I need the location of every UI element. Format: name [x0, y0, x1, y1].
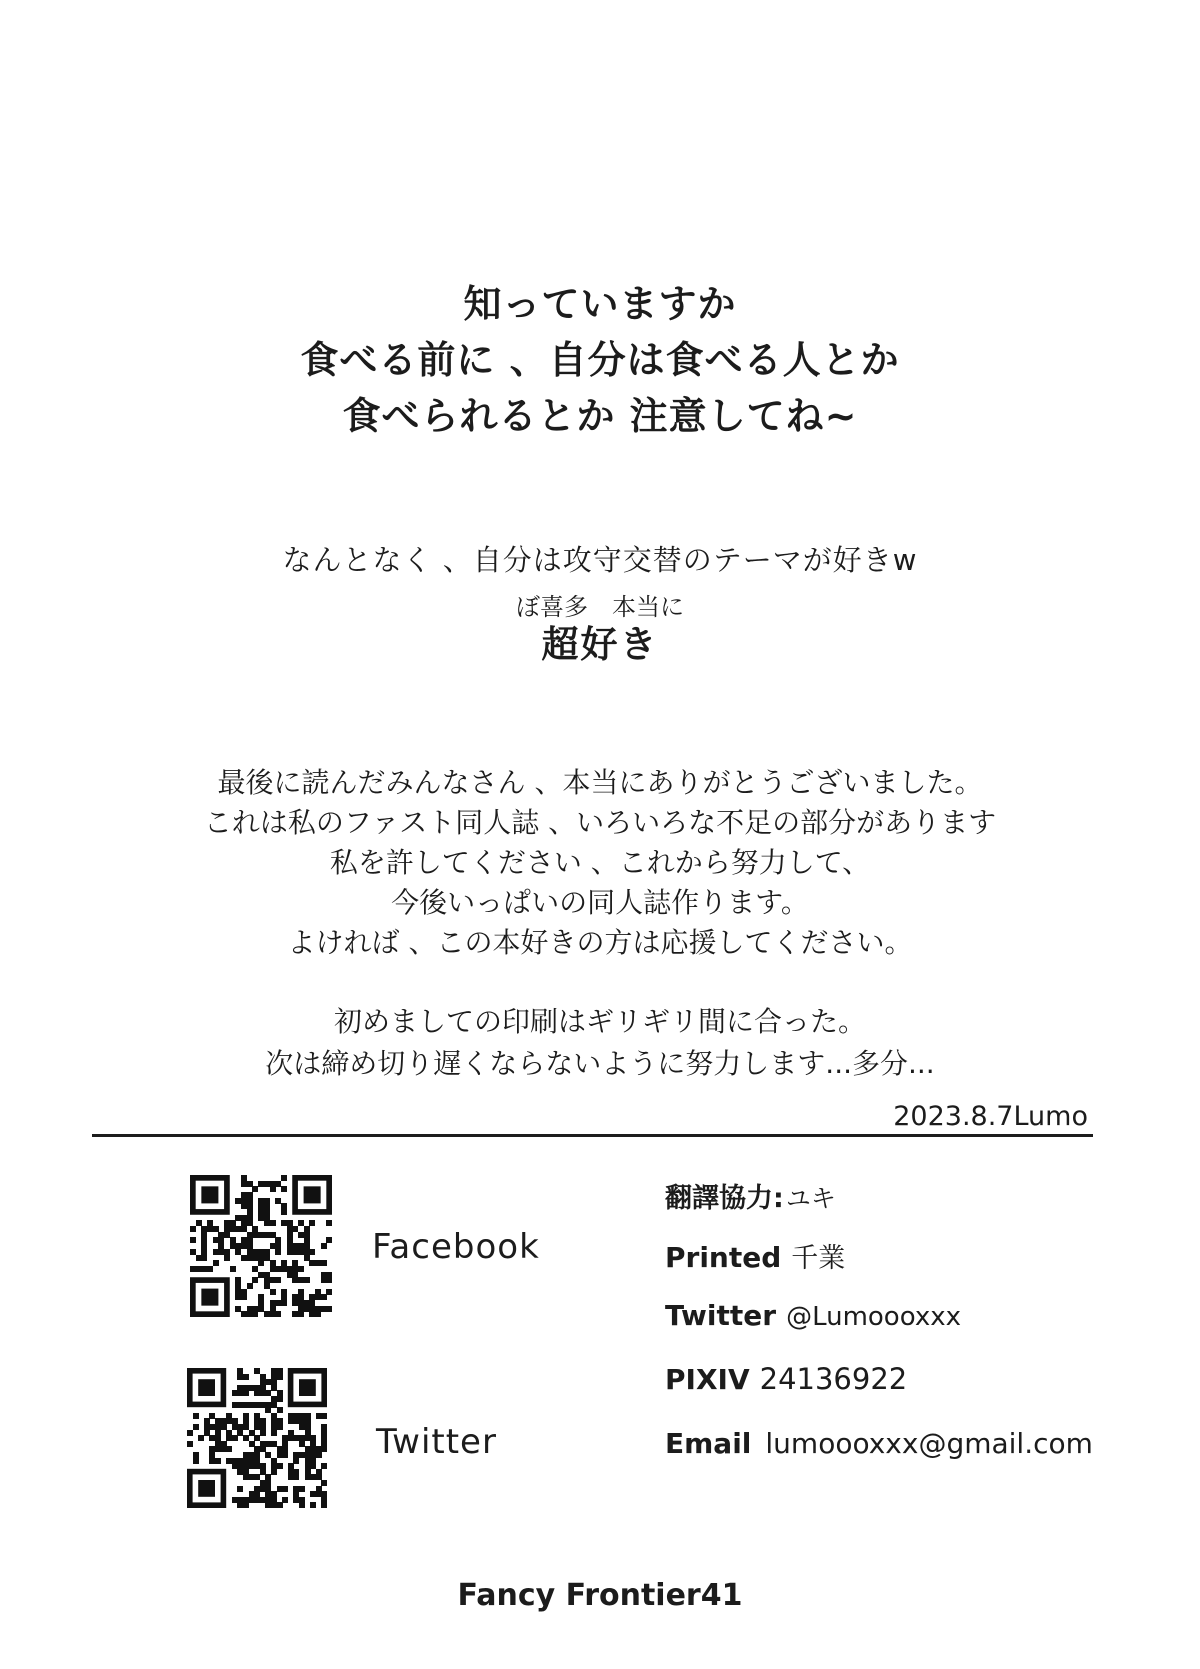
- headline-block: [0, 276, 1200, 444]
- twitter-qr-label: Twitter: [376, 1422, 497, 1462]
- event-name: Fancy Frontier41: [457, 1578, 743, 1613]
- afterword-line: 次は締め切り遅くならないように努力します...多分...: [265, 1047, 935, 1080]
- twitter-handle-value: @Lumoooxxx: [786, 1302, 961, 1332]
- headline-line-2: 食べる前に 、自分は食べる人とか: [300, 338, 900, 382]
- afterword-line: これは私のファスト同人誌 、いろいろな不足の部分があります: [203, 806, 997, 839]
- afterword-line: よければ 、この本好きの方は応援してください。: [287, 926, 913, 959]
- afterword-line: 私を許してください 、これから努力して、: [329, 846, 871, 879]
- headline-line-1: 知っていますか: [463, 282, 737, 326]
- facebook-qr-label: Facebook: [372, 1227, 540, 1267]
- twitter-handle-label: Twitter: [665, 1299, 777, 1332]
- pixiv-id-value: 24136922: [759, 1362, 908, 1396]
- emphasis-text: 超好き: [541, 623, 659, 666]
- contact-row-printed: [665, 1236, 845, 1275]
- afterword-paragraph-2: [0, 1001, 1200, 1085]
- author-comment-block: [0, 538, 1200, 622]
- email-value: lumoooxxx@gmail.com: [765, 1427, 1093, 1460]
- contact-row-email: [665, 1427, 1093, 1460]
- afterword-line: 最後に読んだみんなさん 、本当にありがとうございました。: [217, 766, 983, 799]
- date-signature: 2023.8.7Lumo: [893, 1101, 1088, 1132]
- headline-line-3: 食べられるとか 注意してね~: [342, 394, 858, 438]
- printed-value: 千業: [791, 1243, 846, 1274]
- facebook-qr-code: [190, 1175, 332, 1317]
- afterword-line: 今後いっぱいの同人誌作ります。: [391, 886, 809, 919]
- printed-label: Printed: [665, 1241, 782, 1274]
- author-comment-subline: ぼ喜多 本当に: [516, 593, 684, 621]
- twitter-qr-code: [187, 1368, 327, 1508]
- section-divider: [92, 1134, 1093, 1137]
- afterword-line: 初めましての印刷はギリギリ間に合った。: [333, 1005, 866, 1038]
- afterword-paragraph-1: [0, 763, 1200, 963]
- pixiv-id-label: PIXIV: [665, 1363, 750, 1396]
- translation-credit-value: ユキ: [785, 1184, 836, 1213]
- contact-row-twitter: [665, 1299, 961, 1332]
- translation-credit-label: 翻譯協力:: [665, 1183, 784, 1214]
- email-label: Email: [665, 1427, 752, 1460]
- author-comment-line: なんとなく 、自分は攻守交替のテーマが好きw: [282, 543, 918, 577]
- contact-row-translation: [665, 1176, 836, 1215]
- contact-row-pixiv: [665, 1362, 907, 1396]
